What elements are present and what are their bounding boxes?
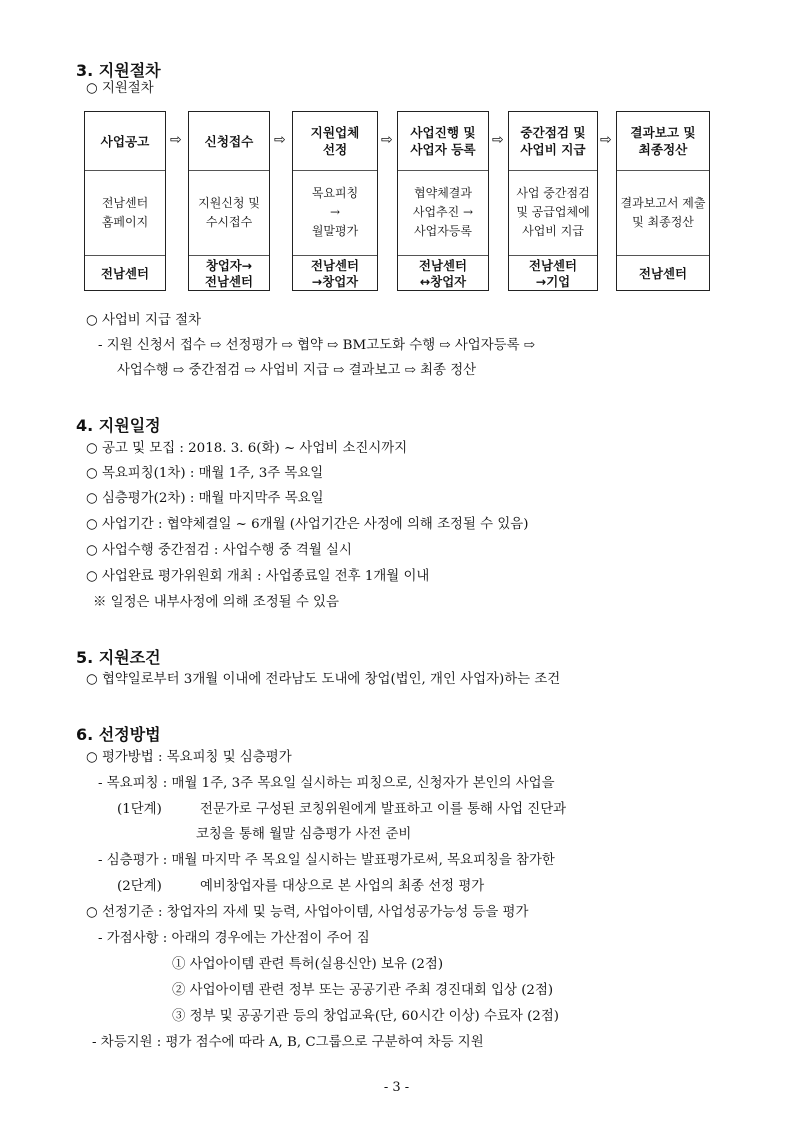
section-4-title: 4. 지원일정 — [76, 416, 161, 435]
flow-step-title: 지원업체 선정 — [293, 112, 377, 171]
condition-text: ○ 협약일로부터 3개월 이내에 전라남도 도내에 창업(법인, 개인 사업자)하는 조건 — [86, 672, 561, 687]
flow-step-title: 중간점검 및 사업비 지급 — [509, 112, 597, 171]
schedule-item: ○ 사업기간 : 협약체결일 ~ 6개월 (사업기간은 사정에 의해 조정될 수 있음) — [86, 517, 529, 532]
flow-step-selection — [292, 111, 378, 291]
flow-step-application — [188, 111, 270, 291]
deep-evaluation-description: - 심층평가 : 매월 마지막 주 목요일 실시하는 발표평가로써, 목요피칭을 참가한 — [98, 853, 555, 868]
flow-step-title: 결과보고 및 최종정산 — [617, 112, 709, 171]
flow-step-owner: 전남센터 ↔창업자 — [419, 257, 467, 289]
bonus-item: ① 사업아이템 관련 특허(실용신안) 보유 (2점) — [172, 957, 444, 972]
payment-procedure-line: 사업수행 ⇨ 중간점검 ⇨ 사업비 지급 ⇨ 결과보고 ⇨ 최종 정산 — [117, 363, 477, 378]
flow-step-detail: 목요피칭 → 월말평가 — [293, 170, 377, 256]
support-procedure-label: ○ 지원절차 — [86, 81, 154, 96]
flow-step-detail: 지원신청 및 수시접수 — [189, 170, 269, 256]
schedule-item: ○ 사업완료 평가위원회 개최 : 사업종료일 전후 1개월 이내 — [86, 569, 430, 584]
bonus-item: ③ 정부 및 공공기관 등의 창업교육(단, 60시간 이상) 수료자 (2점) — [172, 1009, 559, 1024]
bonus-item: ② 사업아이템 관련 정부 또는 공공기관 주최 경진대회 입상 (2점) — [172, 983, 554, 998]
schedule-item: ○ 목요피칭(1차) : 매월 1주, 3주 목요일 — [86, 466, 324, 481]
flow-step-title: 사업공고 — [85, 112, 165, 171]
flow-step-title: 사업진행 및 사업자 등록 — [398, 112, 488, 171]
flow-step-owner: 전남센터 — [639, 265, 687, 281]
tiered-support: - 차등지원 : 평가 점수에 따라 A, B, C그룹으로 구분하여 차등 지원 — [92, 1035, 484, 1050]
schedule-note: ※ 일정은 내부사정에 의해 조정될 수 있음 — [93, 595, 339, 610]
section-6-title: 6. 선정방법 — [76, 725, 161, 744]
section-3-title: 3. 지원절차 — [76, 61, 161, 80]
flow-step-detail: 결과보고서 제출 및 최종정산 — [617, 170, 709, 256]
flow-arrow-icon: ⇨ — [274, 132, 286, 148]
flow-step-owner: 전남센터 →창업자 — [311, 257, 359, 289]
payment-procedure-line: - 지원 신청서 접수 ⇨ 선정평가 ⇨ 협약 ⇨ BM고도화 수행 ⇨ 사업자등록 ⇨ — [98, 338, 536, 353]
flow-step-interim — [508, 111, 598, 291]
pitching-stage: (1단계) — [117, 802, 162, 817]
flow-step-detail: 사업 중간점검 및 공급업체에 사업비 지급 — [509, 170, 597, 256]
flow-step-title: 신청접수 — [189, 112, 269, 171]
pitching-description: - 목요피칭 : 매월 1주, 3주 목요일 실시하는 피칭으로, 신청자가 본인의 사업을 — [98, 776, 555, 791]
section-5-title: 5. 지원조건 — [76, 648, 161, 667]
flow-step-owner: 전남센터 — [101, 265, 149, 281]
flow-step-announcement — [84, 111, 166, 291]
flow-arrow-icon: ⇨ — [381, 132, 393, 148]
flow-step-detail: 전남센터 홈페이지 — [85, 170, 165, 256]
flow-arrow-icon: ⇨ — [170, 132, 182, 148]
pitching-description: 전문가로 구성된 코칭위원에게 발표하고 이를 통해 사업 진단과 — [200, 802, 567, 817]
pitching-description: 코칭을 통해 월말 심층평가 사전 준비 — [196, 827, 412, 842]
payment-procedure-title: ○ 사업비 지급 절차 — [86, 313, 202, 328]
flow-step-owner: 전남센터 →기업 — [529, 257, 577, 289]
flow-step-progress — [397, 111, 489, 291]
schedule-item: ○ 사업수행 중간점검 : 사업수행 중 격월 실시 — [86, 543, 352, 558]
selection-criteria: ○ 선정기준 : 창업자의 자세 및 능력, 사업아이템, 사업성공가능성 등을 평가 — [86, 905, 529, 920]
flow-step-detail: 협약체결과 사업추진 → 사업자등록 — [398, 170, 488, 256]
page-number: - 3 - — [383, 1080, 410, 1095]
flow-step-owner: 창업자→ 전남센터 — [205, 257, 253, 289]
procedure-flowchart — [84, 111, 710, 291]
deep-evaluation-stage: (2단계) — [117, 879, 162, 894]
evaluation-method: ○ 평가방법 : 목요피칭 및 심층평가 — [86, 750, 292, 765]
flow-step-final — [616, 111, 710, 291]
schedule-item: ○ 공고 및 모집 : 2018. 3. 6(화) ~ 사업비 소진시까지 — [86, 441, 408, 456]
bonus-points: - 가점사항 : 아래의 경우에는 가산점이 주어 짐 — [98, 931, 370, 946]
deep-evaluation-description: 예비창업자를 대상으로 본 사업의 최종 선정 평가 — [200, 879, 485, 894]
flow-arrow-icon: ⇨ — [600, 132, 612, 148]
flow-arrow-icon: ⇨ — [492, 132, 504, 148]
schedule-item: ○ 심층평가(2차) : 매월 마지막주 목요일 — [86, 491, 324, 506]
